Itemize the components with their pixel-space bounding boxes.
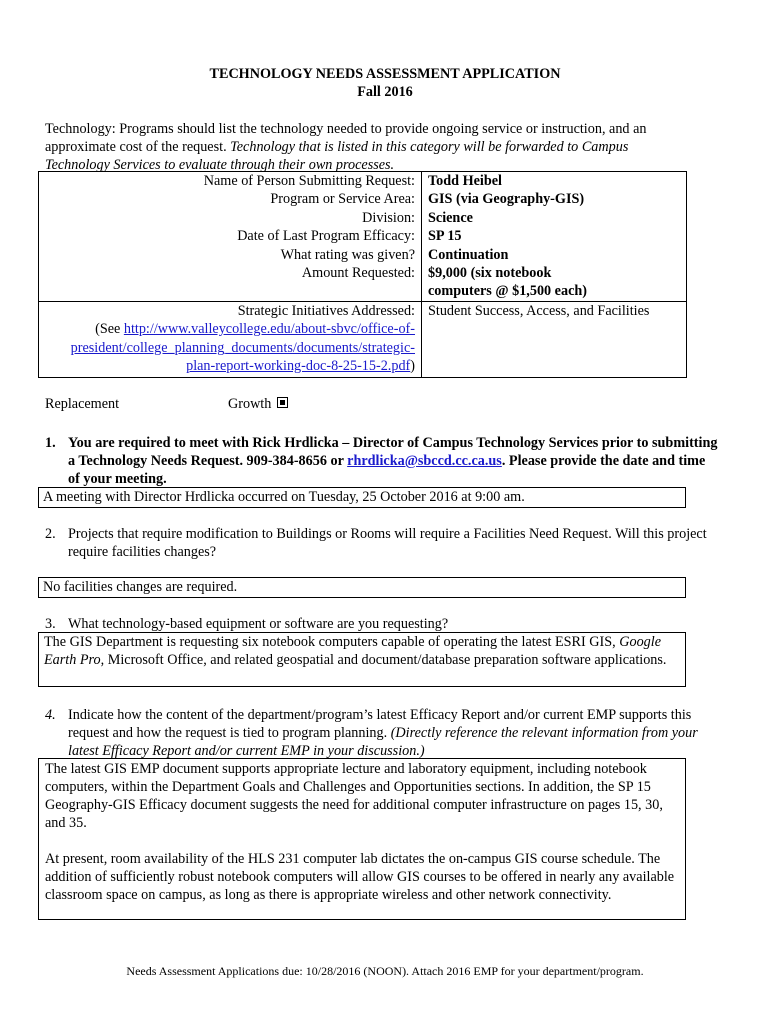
q1-number: 1. <box>45 435 56 451</box>
q1-answer: A meeting with Director Hrdlicka occurred on Tuesday, 25 October 2016 at 9:00 am. <box>43 489 525 505</box>
q1-text <box>68 434 718 488</box>
q1-text-part: You are required to meet with Rick Hrdlicka – Director of Campus Technology Services prior to submitting a Technology Needs Request. 909-384-8656 or <box>68 435 718 469</box>
intro-paragraph <box>45 120 695 174</box>
info-row <box>39 246 687 264</box>
q4-text-part: Indicate how the content of the department/program’s latest Efficacy Report and/or current EMP supports this request and how the request is tied to program planning. <box>68 707 692 741</box>
q3-answer-italic: Google Earth Pro <box>44 634 662 668</box>
q1-text-part: . Please provide the date and time of your meeting. <box>68 453 706 487</box>
info-label: Date of Last Program Efficacy: <box>39 227 422 245</box>
info-value: GIS (via Geography-GIS) <box>428 191 585 208</box>
footer-note: Needs Assessment Applications due: 10/28/2016 (NOON). Attach 2016 EMP for your department/program. <box>126 964 644 978</box>
request-info-table <box>38 171 687 378</box>
strategic-label: Strategic Initiatives Addressed: <box>237 302 415 319</box>
strategic-plan-link-cont[interactable] <box>71 340 415 356</box>
q1-answer-box <box>38 487 686 508</box>
info-value: Todd Heibel <box>428 173 502 189</box>
q4-answer-p2: At present, room availability of the HLS 231 computer lab dictates the on-campus GIS course schedule. The addition of sufficiently robust notebook computers will allow GIS courses to be offered in nearly any available classroom space on campus, as long as there is appropriate wireless and other network connectivity. <box>45 851 675 903</box>
q2-number: 2. <box>45 526 56 542</box>
strategic-plan-link[interactable] <box>124 321 415 337</box>
q4-text-italic: (Directly reference the relevant information from your latest Efficacy Report and/or current EMP in your discussion.) <box>68 725 698 759</box>
intro-text: Technology: Programs should list the technology needed to provide ongoing service or instruction, and an approximate cost of the request. <box>45 121 647 155</box>
info-row <box>39 209 687 227</box>
link-line: president/college_planning_documents/documents/strategic- <box>70 339 415 356</box>
growth-checkbox[interactable] <box>277 397 288 408</box>
link-line: plan-report-working-doc-8-25-15-2.pdf <box>186 358 411 375</box>
page-subtitle: Fall 2016 <box>357 84 413 100</box>
q3-answer-part: The GIS Department is requesting six notebook computers capable of operating the latest ESRI GIS, <box>44 634 620 650</box>
page-title: TECHNOLOGY NEEDS ASSESSMENT APPLICATION <box>209 66 561 82</box>
link-line: http://www.valleycollege.edu/about-sbvc/office-of- <box>123 321 415 338</box>
info-row <box>39 190 687 208</box>
info-label: Program or Service Area: <box>39 190 422 208</box>
q4-number: 4. <box>45 707 56 723</box>
info-label: What rating was given? <box>39 246 422 264</box>
info-label: Amount Requested: <box>39 264 422 301</box>
strategic-plan-link-cont[interactable] <box>186 358 410 374</box>
info-label: Name of Person Submitting Request: <box>39 172 422 191</box>
info-row-strategic <box>39 301 687 378</box>
director-email-link[interactable]: rhrdlicka@sbccd.cc.ca.us <box>347 453 502 469</box>
q3-text: What technology-based equipment or software are you requesting? <box>68 616 449 632</box>
growth-label: Growth <box>228 396 272 412</box>
q3-answer-box <box>38 632 686 687</box>
strategic-value: Student Success, Access, and Facilities <box>422 301 687 378</box>
q2-answer-box <box>38 577 686 598</box>
q4-answer-p1: The latest GIS EMP document supports appropriate lecture and laboratory equipment, including notebook computers, within the Department Goals and Challenges and Opportunities sections. In addition, the SP 15 Geography-GIS Efficacy document suggests the need for additional computer infrastructure on pages 15, 30, and 35. <box>45 761 663 831</box>
info-label: Division: <box>39 209 422 227</box>
info-value: SP 15 <box>428 228 462 245</box>
info-row <box>39 227 687 245</box>
strategic-see-note <box>43 320 415 338</box>
see-prefix: (See <box>95 321 124 338</box>
q4-answer-box <box>38 758 686 920</box>
intro-italic-text: Technology that is listed in this category will be forwarded to Campus Technology Services to evaluate through their own processes. <box>45 139 629 173</box>
info-value: $9,000 (six notebook computers @ $1,500 each) <box>428 265 587 300</box>
growth-option[interactable] <box>228 395 288 413</box>
replacement-option[interactable]: Replacement <box>45 396 120 412</box>
info-row <box>39 264 687 301</box>
q2-answer: No facilities changes are required. <box>43 579 238 595</box>
q4-text <box>68 706 713 760</box>
see-suffix: ) <box>410 358 415 375</box>
info-row <box>39 172 687 191</box>
q3-number: 3. <box>45 616 56 632</box>
q2-text: Projects that require modification to Buildings or Rooms will require a Facilities Need Request. Will this project require facilities changes? <box>68 526 707 560</box>
info-value: Science <box>428 209 473 226</box>
q3-answer-part: , Microsoft Office, and related geospatial and document/database preparation software applications. <box>100 652 667 668</box>
info-value: Continuation <box>428 246 509 263</box>
